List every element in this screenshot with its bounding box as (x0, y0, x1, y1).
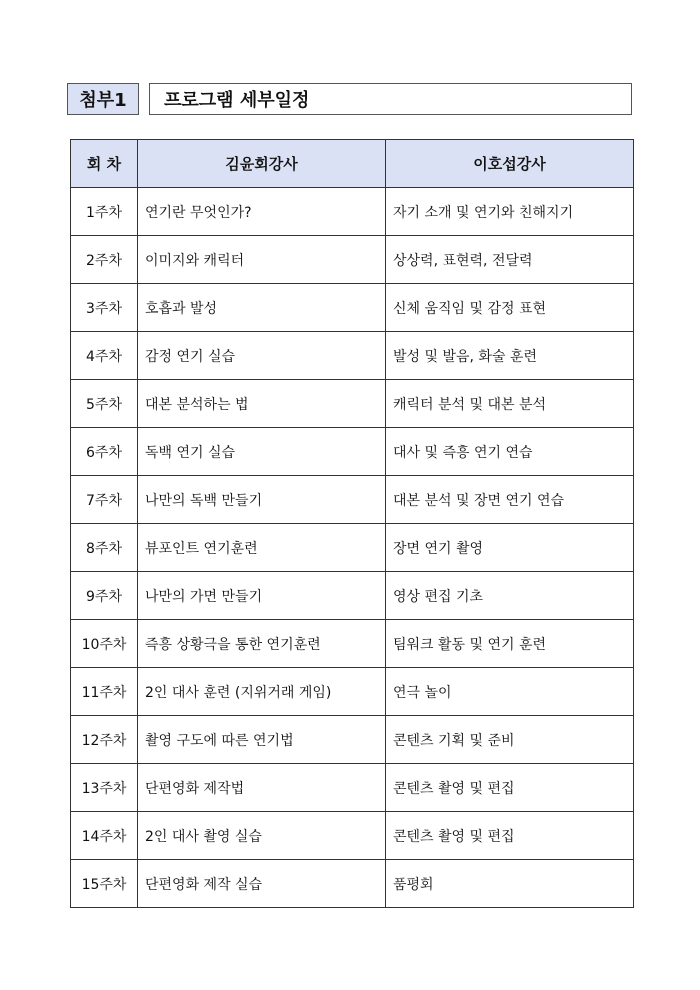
table-row (71, 476, 634, 524)
table-row (71, 428, 634, 476)
lee-topic-cell: 자기 소개 및 연기와 친해지기 (386, 188, 634, 236)
kim-topic-cell: 이미지와 캐릭터 (138, 236, 386, 284)
column-header-instructor-kim: 김윤회강사 (138, 140, 386, 188)
kim-topic-cell: 뷰포인트 연기훈련 (138, 524, 386, 572)
table-row (71, 572, 634, 620)
table-row (71, 524, 634, 572)
session-cell: 5주차 (71, 380, 138, 428)
session-cell: 11주차 (71, 668, 138, 716)
lee-topic-cell: 상상력, 표현력, 전달력 (386, 236, 634, 284)
lee-topic-cell: 콘텐츠 촬영 및 편집 (386, 812, 634, 860)
session-cell: 6주차 (71, 428, 138, 476)
lee-topic-cell: 콘텐츠 기획 및 준비 (386, 716, 634, 764)
page-title: 프로그램 세부일정 (149, 83, 632, 115)
attachment-tag: 첨부1 (67, 83, 139, 115)
lee-topic-cell: 캐릭터 분석 및 대본 분석 (386, 380, 634, 428)
lee-topic-cell: 연극 놀이 (386, 668, 634, 716)
table-row (71, 860, 634, 908)
session-cell: 15주차 (71, 860, 138, 908)
table-row (71, 236, 634, 284)
lee-topic-cell: 품평회 (386, 860, 634, 908)
session-cell: 12주차 (71, 716, 138, 764)
schedule-table (70, 139, 634, 908)
table-row (71, 620, 634, 668)
table-row (71, 764, 634, 812)
kim-topic-cell: 단편영화 제작법 (138, 764, 386, 812)
table-row (71, 332, 634, 380)
kim-topic-cell: 단편영화 제작 실습 (138, 860, 386, 908)
kim-topic-cell: 독백 연기 실습 (138, 428, 386, 476)
session-cell: 3주차 (71, 284, 138, 332)
column-header-instructor-lee: 이호섭강사 (386, 140, 634, 188)
lee-topic-cell: 발성 및 발음, 화술 훈련 (386, 332, 634, 380)
table-row (71, 668, 634, 716)
table-header-row (71, 140, 634, 188)
lee-topic-cell: 대본 분석 및 장면 연기 연습 (386, 476, 634, 524)
lee-topic-cell: 콘텐츠 촬영 및 편집 (386, 764, 634, 812)
session-cell: 10주차 (71, 620, 138, 668)
session-cell: 2주차 (71, 236, 138, 284)
table-row (71, 380, 634, 428)
kim-topic-cell: 촬영 구도에 따른 연기법 (138, 716, 386, 764)
table-row (71, 188, 634, 236)
table-row (71, 812, 634, 860)
kim-topic-cell: 2인 대사 훈련 (지위거래 게임) (138, 668, 386, 716)
session-cell: 14주차 (71, 812, 138, 860)
session-cell: 13주차 (71, 764, 138, 812)
kim-topic-cell: 나만의 가면 만들기 (138, 572, 386, 620)
session-cell: 8주차 (71, 524, 138, 572)
table-row (71, 284, 634, 332)
lee-topic-cell: 영상 편집 기초 (386, 572, 634, 620)
table-row (71, 716, 634, 764)
kim-topic-cell: 호흡과 발성 (138, 284, 386, 332)
kim-topic-cell: 대본 분석하는 법 (138, 380, 386, 428)
session-cell: 4주차 (71, 332, 138, 380)
kim-topic-cell: 감정 연기 실습 (138, 332, 386, 380)
lee-topic-cell: 신체 움직임 및 감정 표현 (386, 284, 634, 332)
lee-topic-cell: 대사 및 즉흥 연기 연습 (386, 428, 634, 476)
session-cell: 1주차 (71, 188, 138, 236)
kim-topic-cell: 즉흥 상황극을 통한 연기훈련 (138, 620, 386, 668)
session-cell: 7주차 (71, 476, 138, 524)
column-header-session: 회 차 (71, 140, 138, 188)
lee-topic-cell: 팀워크 활동 및 연기 훈련 (386, 620, 634, 668)
kim-topic-cell: 2인 대사 촬영 실습 (138, 812, 386, 860)
lee-topic-cell: 장면 연기 촬영 (386, 524, 634, 572)
kim-topic-cell: 연기란 무엇인가? (138, 188, 386, 236)
kim-topic-cell: 나만의 독백 만들기 (138, 476, 386, 524)
session-cell: 9주차 (71, 572, 138, 620)
